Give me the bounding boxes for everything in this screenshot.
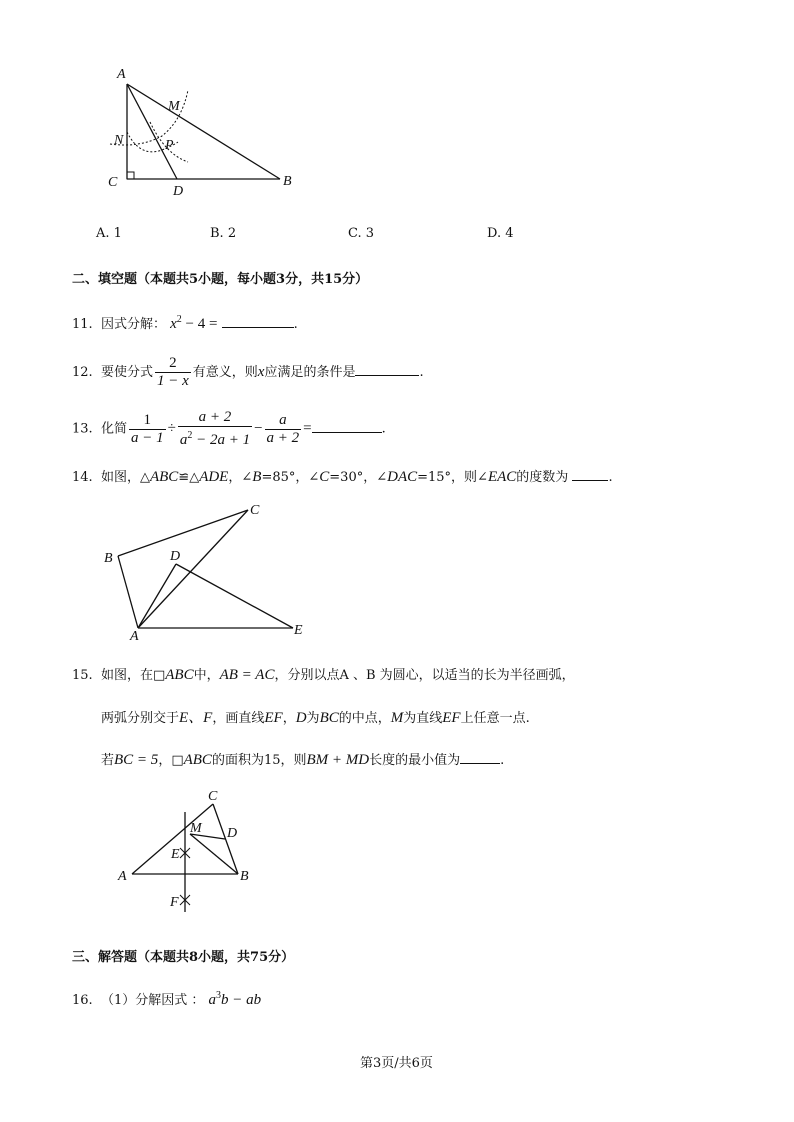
question-15-line-3: 若BC = 5，□ABC的面积为15，则BM + MD长度的最小值为 . (101, 752, 505, 768)
question-12: 12. 要使分式 $\frac{2}{1 - x}$ 有意义，则x应满足的条件是 . (72, 355, 424, 389)
question-15-line-1: 15. 如图，在□ABC中，AB = AC，分别以点A 、B 为圆心，以适当的长为半径画弧， (72, 667, 575, 683)
section-2-title: 二、填空题（本题共5小题，每小题3分，共15分） (72, 272, 369, 287)
label-p: P (165, 138, 174, 153)
label-a: A (130, 629, 139, 643)
figure-right-triangle (100, 62, 310, 197)
label-m: M (190, 821, 202, 836)
answer-blank-15[interactable] (460, 763, 500, 764)
label-a: A (117, 67, 126, 82)
page-footer: 第3页/共6页 (360, 1056, 433, 1071)
label-b: B (104, 551, 113, 566)
label-m: M (168, 99, 180, 114)
label-c: C (250, 503, 260, 518)
segment-ab (127, 84, 280, 179)
question-13: 13. 化简 $\frac{1}{a - 1}$ ÷ $\frac{a + 2}{a^2 - 2a + 1}$ − $\frac{a}{a + 2}$ = . (72, 409, 386, 448)
answer-blank-14[interactable] (572, 480, 608, 481)
label-c: C (208, 789, 218, 804)
segment-ac (132, 804, 213, 874)
answer-blank-11[interactable] (222, 327, 294, 328)
label-n: N (114, 133, 124, 148)
question-16: 16. （1）分解因式 ： $a^3b$ − ab (72, 990, 262, 1008)
label-c: C (108, 175, 118, 190)
question-15-line-2: 两弧分别交于E、F，画直线EF，D为BC的中点，M为直线EF上任意一点. (101, 710, 530, 726)
label-b: B (240, 869, 249, 884)
segment-de (176, 564, 293, 628)
choice-c: C. 3 (348, 226, 375, 241)
label-d: D (173, 184, 184, 197)
label-e: E (294, 623, 303, 638)
question-11: 11. 因式分解： $x^2 - 4$ = . (72, 314, 298, 332)
label-a: A (118, 869, 127, 884)
segment-bc (118, 510, 248, 556)
right-angle-mark (127, 172, 134, 179)
segment-ac (138, 510, 248, 628)
choice-b: B. 2 (210, 226, 237, 241)
choice-a: A. 1 (96, 226, 122, 241)
label-f: F (170, 895, 179, 910)
choice-d: D. 4 (487, 226, 514, 241)
label-d: D (227, 826, 238, 841)
figure-14 (98, 498, 318, 643)
segment-ad (138, 564, 176, 628)
answer-blank-12[interactable] (355, 375, 419, 376)
section-3-title: 三、解答题（本题共8小题，共75分） (72, 950, 295, 965)
answer-blank-13[interactable] (312, 432, 382, 433)
question-14: 14. 如图，△ABC≌△ADE，∠B=85°，∠C=30°，∠DAC=15°，则∠EAC的度数为 . (72, 469, 613, 485)
label-e: E (171, 847, 180, 862)
label-d: D (170, 549, 181, 564)
label-b: B (283, 174, 292, 189)
segment-ba (118, 556, 138, 628)
figure-15 (110, 788, 270, 918)
